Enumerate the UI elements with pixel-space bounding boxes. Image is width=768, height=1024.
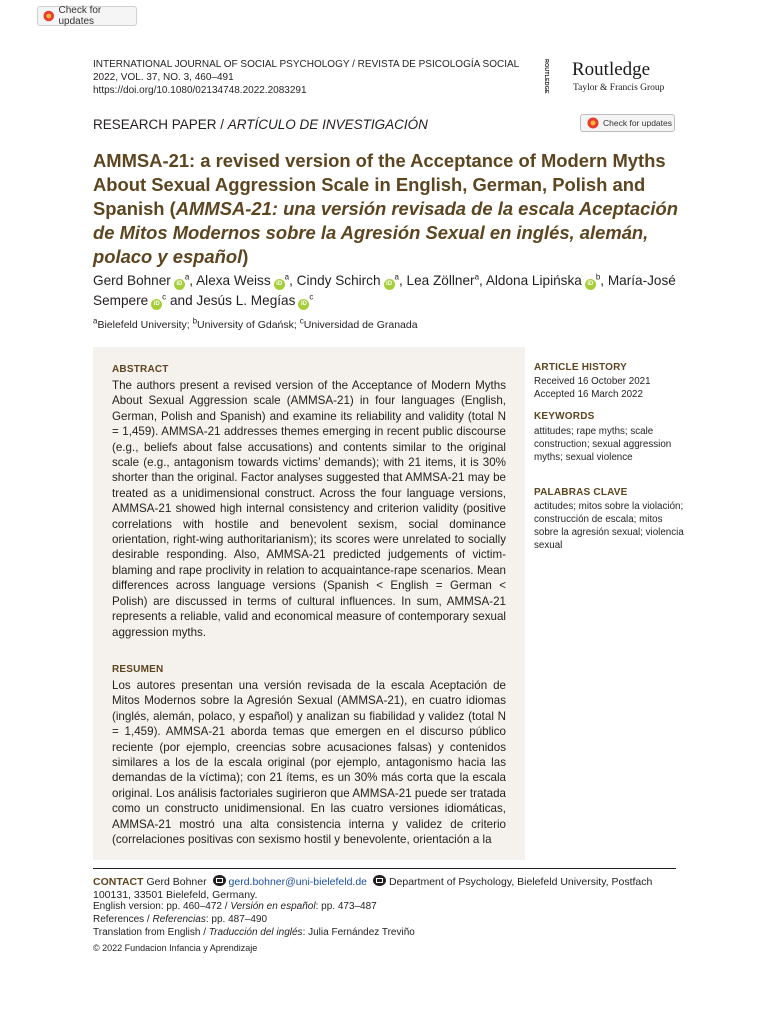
author-name[interactable]: Cindy Schirch <box>296 273 381 288</box>
abstract-text: The authors present a revised version of the Acceptance of Modern Myths About Sexual Aggression scale (AMMSA-21) in four languages (English, German, Polish and Spanish) and examine its reliability and validity (total N = 1,459). AMMSA-21 addresses themes emerging in recent public discourse (e.g., beliefs about false accusations) and contents similar to the original scale (e.g., antagonism towards victims’ demands); with 21 items, it is 30% shorter than the original. Factor analyses suggested that AMMSA-21 may be treated as a unidimensional construct. Across the four language versions, AMMSA-21 showed high internal consistency and criterion validity (positive correlations with hostile and benevolent sexism, social dominance orientation, right-wing authoritarianism); its scores were unrelated to socially desirable responding. Also, AMMSA-21 predicted judgements of victim-blaming and rape proclivity in relation to acquaintance-rape scenarios. Mean differences across language versions (Spanish < English = German < Polish) are discussed in terms of cultural influences. In sum, AMMSA-21 represents a reliable, valid and economical measure of contemporary sexual aggression myths. <box>112 379 506 639</box>
article-type <box>93 117 428 132</box>
journal-doi[interactable]: https://doi.org/10.1080/02134748.2022.2083291 <box>93 85 307 96</box>
contact-name: Gerd Bohner <box>146 876 207 888</box>
spanish-version-label: Versión en español <box>230 901 316 912</box>
author-affiliation-mark: c <box>162 292 167 302</box>
referencias-label: Referencias <box>152 914 206 925</box>
affiliation-mark: a <box>93 316 98 326</box>
routledge-mark-text: ROUTLEDGE <box>543 59 549 94</box>
title-spanish: AMMSA-21: una versión revisada de la escala Aceptación de Mitos Modernos sobre la Agresión Sexual en inglés, alemán, polaco y español <box>93 198 678 267</box>
orcid-icon[interactable]: iD <box>298 299 309 310</box>
author-affiliation-mark: c <box>309 292 314 302</box>
received-date: Received 16 October 2021 <box>534 376 651 387</box>
contact-label: CONTACT <box>93 876 144 888</box>
affiliation-mark: b <box>192 316 198 326</box>
traduccion-label: Traducción del inglés <box>208 927 303 938</box>
references-pages: : pp. 487–490 <box>205 914 268 925</box>
article-type-en: RESEARCH PAPER / <box>93 117 228 132</box>
author-name[interactable]: Aldona Lipińska <box>485 273 582 288</box>
palabras-clave-heading: PALABRAS CLAVE <box>534 487 628 498</box>
journal-name: INTERNATIONAL JOURNAL OF SOCIAL PSYCHOLOGY / REVISTA DE PSICOLOGÍA SOCIAL <box>93 59 520 70</box>
author-name[interactable]: Alexa Weiss <box>196 273 271 288</box>
routledge-mark-icon <box>538 57 558 99</box>
affiliation-name: Universidad de Granada <box>303 319 418 331</box>
routledge-logo <box>538 57 678 99</box>
affiliation-name: Bielefeld University; <box>97 319 193 331</box>
author-affiliation-mark: a <box>474 272 480 282</box>
orcid-icon[interactable]: iD <box>585 279 596 290</box>
orcid-icon[interactable]: iD <box>151 299 162 310</box>
footer-translation <box>93 927 683 939</box>
translator-name: : Julia Fernández Treviño <box>302 927 415 938</box>
address-icon <box>373 875 386 886</box>
affiliations <box>93 316 418 331</box>
orcid-icon[interactable]: iD <box>274 279 285 290</box>
keywords-heading: KEYWORDS <box>534 411 595 422</box>
author-name[interactable]: Gerd Bohner <box>93 273 171 288</box>
accepted-date: Accepted 16 March 2022 <box>534 389 643 400</box>
email-icon <box>213 875 226 886</box>
author-name[interactable]: María-José Sempere <box>93 273 676 308</box>
abstract-heading: ABSTRACT <box>112 364 169 375</box>
author-affiliation-mark: a <box>284 272 290 282</box>
author-affiliation-mark: a <box>184 272 190 282</box>
article-history-heading: ARTICLE HISTORY <box>534 362 628 373</box>
author-affiliation-mark: a <box>394 272 399 282</box>
palabras-clave-text: actitudes; mitos sobre la violación; construcción de escala; mitos sobre la agresión sexual; violencia sexual <box>534 501 684 551</box>
copyright: © 2022 Fundacion Infancia y Aprendizaje <box>93 943 258 953</box>
affiliation-name: University of Gdańsk; <box>197 319 300 331</box>
article-history <box>534 375 684 401</box>
references-label: References / <box>93 914 153 925</box>
title-end: ) <box>242 246 249 267</box>
author-name[interactable]: Jesús L. Megías <box>196 293 296 308</box>
article-type-es: ARTÍCULO DE INVESTIGACIÓN <box>227 117 428 132</box>
spanish-version-pages: : pp. 473–487 <box>315 901 377 912</box>
title-main: AMMSA-21: a revised version of the Acceptance of Modern Myths About Sexual Aggression Scale in English, German, Polish and Spanish ( <box>93 150 666 219</box>
affiliation-mark: c <box>299 316 304 326</box>
contact-email-link[interactable]: gerd.bohner@uni-bielefeld.de <box>228 876 368 888</box>
author-affiliation-mark: b <box>595 272 601 282</box>
orcid-icon[interactable]: iD <box>174 279 185 290</box>
check-for-updates-button[interactable] <box>580 114 675 132</box>
check-for-updates-label: Check for updates <box>603 118 672 128</box>
translation-label: Translation from English / <box>93 927 209 938</box>
crossmark-icon <box>587 117 599 129</box>
check-for-updates-badge[interactable] <box>37 6 137 26</box>
publisher-subtitle: Taylor & Francis Group <box>573 83 665 93</box>
author-list: Gerd Bohner $iD^a$, Alexa Weiss $iD^a$, Cindy Schirch $iD^a$, Lea Zöllner$^a$, Aldona Lipińska $iD^b$, María-José Sempere $iD^c$ and Jesús L. Megías $iD^c$ <box>93 272 676 308</box>
contact-address: Department of Psychology, Bielefeld University, Postfach 100131, 33501 Bielefeld, Germany. <box>93 876 653 901</box>
resumen-text: Los autores presentan una versión revisada de la escala Aceptación de Mitos Modernos sobre la Agresión Sexual (AMMSA-21), en cuatro idiomas (inglés, alemán, polaco, y español) y analizan su fiabilidad y validez (total N = 1,459). AMMSA-21 aborda temas que emergen en el discurso público reciente (por ejemplo, creencias sobre acusaciones falsas) y contenidos similares a los de la escala original (por ejemplo, antagonismo hacia las demandas de la víctima); con 21 ítems, es un 30% más corta que la escala original. Los análisis factoriales sugirieron que AMMSA-21 puede ser tratada como un constructo unidimensional. En las cuatro versiones idiomáticas, AMMSA-21 mostró una alta consistencia interna y validez de criterio (correlaciones positivas con sexismo hostil y benevolente, orientación a la <box>112 679 506 847</box>
english-version-pages: English version: pp. 460–472 / <box>93 901 231 912</box>
journal-header <box>93 58 520 97</box>
footer-versions <box>93 901 683 913</box>
paper-title <box>93 149 683 269</box>
publisher-name: Routledge <box>572 59 651 80</box>
crossmark-icon <box>43 10 54 22</box>
author-name[interactable]: Lea Zöllner <box>406 273 475 288</box>
footer-references <box>93 914 683 926</box>
contact-info <box>93 875 683 902</box>
keywords-text: attitudes; rape myths; scale construction; sexual aggression myths; sexual violence <box>534 426 672 463</box>
check-for-updates-label: Check for updates <box>58 5 102 27</box>
footer-divider <box>93 868 676 869</box>
journal-volume: 2022, VOL. 37, NO. 3, 460–491 <box>93 72 234 83</box>
resumen-heading: RESUMEN <box>112 664 164 675</box>
orcid-icon[interactable]: iD <box>384 279 395 290</box>
